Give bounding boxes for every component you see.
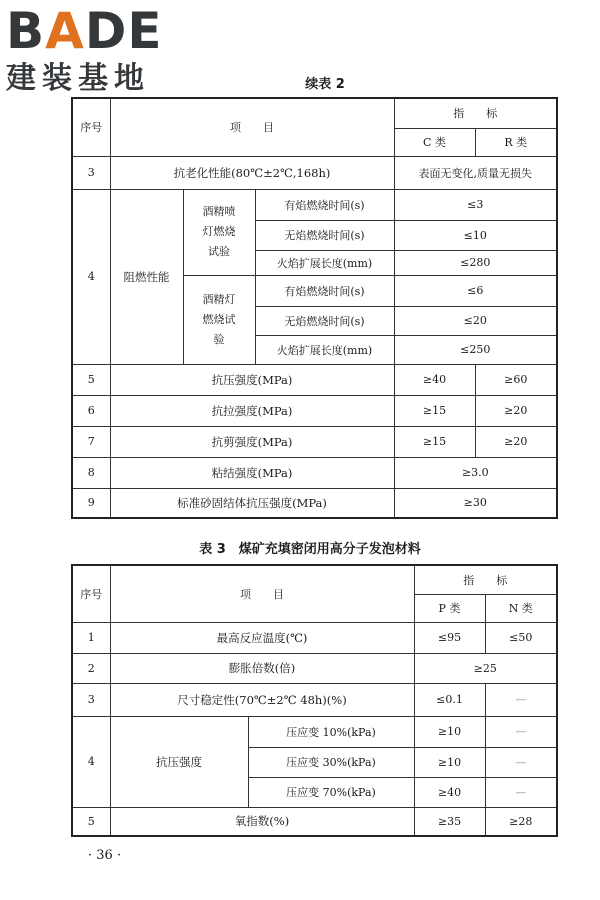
row-item: 膨胀倍数(倍) — [110, 653, 414, 683]
row-seq: 4 — [72, 189, 110, 364]
table3-header-row — [72, 565, 557, 594]
test-value: ≤3 — [394, 189, 557, 220]
table-row — [72, 395, 557, 426]
row-value-n: — — [485, 716, 557, 747]
row-seq: 2 — [72, 653, 110, 683]
table-row — [72, 189, 557, 220]
row-item: 阻燃性能 — [110, 189, 183, 364]
row-value-n: ≤50 — [485, 622, 557, 653]
table2-caption: 续表 2 — [305, 77, 345, 92]
logo-letters-de: DE — [84, 2, 163, 60]
row-value-p: ≥35 — [414, 807, 485, 836]
table2-header-c: C 类 — [394, 128, 475, 156]
logo-letter-a: A — [45, 2, 85, 60]
row-value-r: ≥20 — [475, 395, 557, 426]
sub-item-name: 压应变 70%(kPa) — [248, 777, 414, 807]
table2-header-item: 项 目 — [110, 98, 394, 156]
test-name: 火焰扩展长度(mm) — [255, 335, 394, 364]
row-value-p: ≥10 — [414, 747, 485, 777]
row-seq: 1 — [72, 622, 110, 653]
row-seq: 5 — [72, 364, 110, 395]
row-seq: 7 — [72, 426, 110, 457]
test-name: 有焰燃烧时间(s) — [255, 189, 394, 220]
row-item: 尺寸稳定性(70℃±2℃ 48h)(%) — [110, 683, 414, 716]
table3-header-indicator: 指 标 — [414, 565, 557, 594]
row-seq: 3 — [72, 156, 110, 189]
test-group-name: 酒精灯燃烧试验 — [183, 275, 255, 364]
table2-header-seq: 序号 — [72, 98, 110, 156]
table-row — [72, 488, 557, 518]
test-name: 火焰扩展长度(mm) — [255, 250, 394, 275]
logo-chinese-text: 建装基地 — [6, 61, 150, 96]
table-row — [72, 716, 557, 747]
table-row — [72, 426, 557, 457]
row-value-n: — — [485, 777, 557, 807]
sub-item-name: 压应变 30%(kPa) — [248, 747, 414, 777]
table2-header-indicator: 指 标 — [394, 98, 557, 128]
table3-header-n: N 类 — [485, 594, 557, 622]
row-item: 粘结强度(MPa) — [110, 457, 394, 488]
test-name: 有焰燃烧时间(s) — [255, 275, 394, 306]
table2-header-r: R 类 — [475, 128, 557, 156]
row-value-r: ≥60 — [475, 364, 557, 395]
table3-header-item: 项 目 — [110, 565, 414, 622]
row-value-r: ≥20 — [475, 426, 557, 457]
test-value: ≤20 — [394, 306, 557, 335]
row-item: 抗压强度(MPa) — [110, 364, 394, 395]
table-row — [72, 807, 557, 836]
row-value: ≥3.0 — [394, 457, 557, 488]
test-name: 无焰燃烧时间(s) — [255, 306, 394, 335]
table-row — [72, 364, 557, 395]
row-seq: 8 — [72, 457, 110, 488]
row-value-p: ≥40 — [414, 777, 485, 807]
row-item: 抗压强度 — [110, 716, 248, 807]
test-value: ≤250 — [394, 335, 557, 364]
table-row — [72, 683, 557, 716]
row-value-c: ≥15 — [394, 426, 475, 457]
row-item: 抗剪强度(MPa) — [110, 426, 394, 457]
row-value-n: — — [485, 747, 557, 777]
row-value: ≥30 — [394, 488, 557, 518]
row-seq: 3 — [72, 683, 110, 716]
table3-header-p: P 类 — [414, 594, 485, 622]
table3-header-seq: 序号 — [72, 565, 110, 622]
table2-header-row — [72, 98, 557, 128]
table3 — [71, 564, 558, 837]
row-value-n: ≥28 — [485, 807, 557, 836]
logo-wordmark — [6, 2, 176, 60]
test-group-name: 酒精喷灯燃烧试验 — [183, 189, 255, 275]
row-value-p: ≥10 — [414, 716, 485, 747]
row-seq: 5 — [72, 807, 110, 836]
table-row — [72, 457, 557, 488]
row-value-p: ≤95 — [414, 622, 485, 653]
table-row — [72, 156, 557, 189]
row-value-p: ≤0.1 — [414, 683, 485, 716]
row-item: 标准砂固结体抗压强度(MPa) — [110, 488, 394, 518]
table2 — [71, 97, 558, 519]
test-name: 无焰燃烧时间(s) — [255, 220, 394, 250]
row-seq: 4 — [72, 716, 110, 807]
table-row — [72, 622, 557, 653]
row-value: 表面无变化,质量无损失 — [394, 156, 557, 189]
page-number: · 36 · — [88, 848, 122, 863]
row-item: 抗老化性能(80℃±2℃,168h) — [110, 156, 394, 189]
row-seq: 6 — [72, 395, 110, 426]
test-value: ≤6 — [394, 275, 557, 306]
row-value-c: ≥40 — [394, 364, 475, 395]
row-item: 氧指数(%) — [110, 807, 414, 836]
row-item: 最高反应温度(℃) — [110, 622, 414, 653]
table-row — [72, 653, 557, 683]
site-logo — [6, 2, 176, 96]
row-item: 抗拉强度(MPa) — [110, 395, 394, 426]
row-seq: 9 — [72, 488, 110, 518]
row-value: ≥25 — [414, 653, 557, 683]
table3-caption: 表 3 煤矿充填密闭用高分子发泡材料 — [199, 542, 421, 557]
test-value: ≤280 — [394, 250, 557, 275]
sub-item-name: 压应变 10%(kPa) — [248, 716, 414, 747]
test-value: ≤10 — [394, 220, 557, 250]
row-value-c: ≥15 — [394, 395, 475, 426]
logo-letter-b: B — [6, 2, 46, 60]
row-value-n: — — [485, 683, 557, 716]
